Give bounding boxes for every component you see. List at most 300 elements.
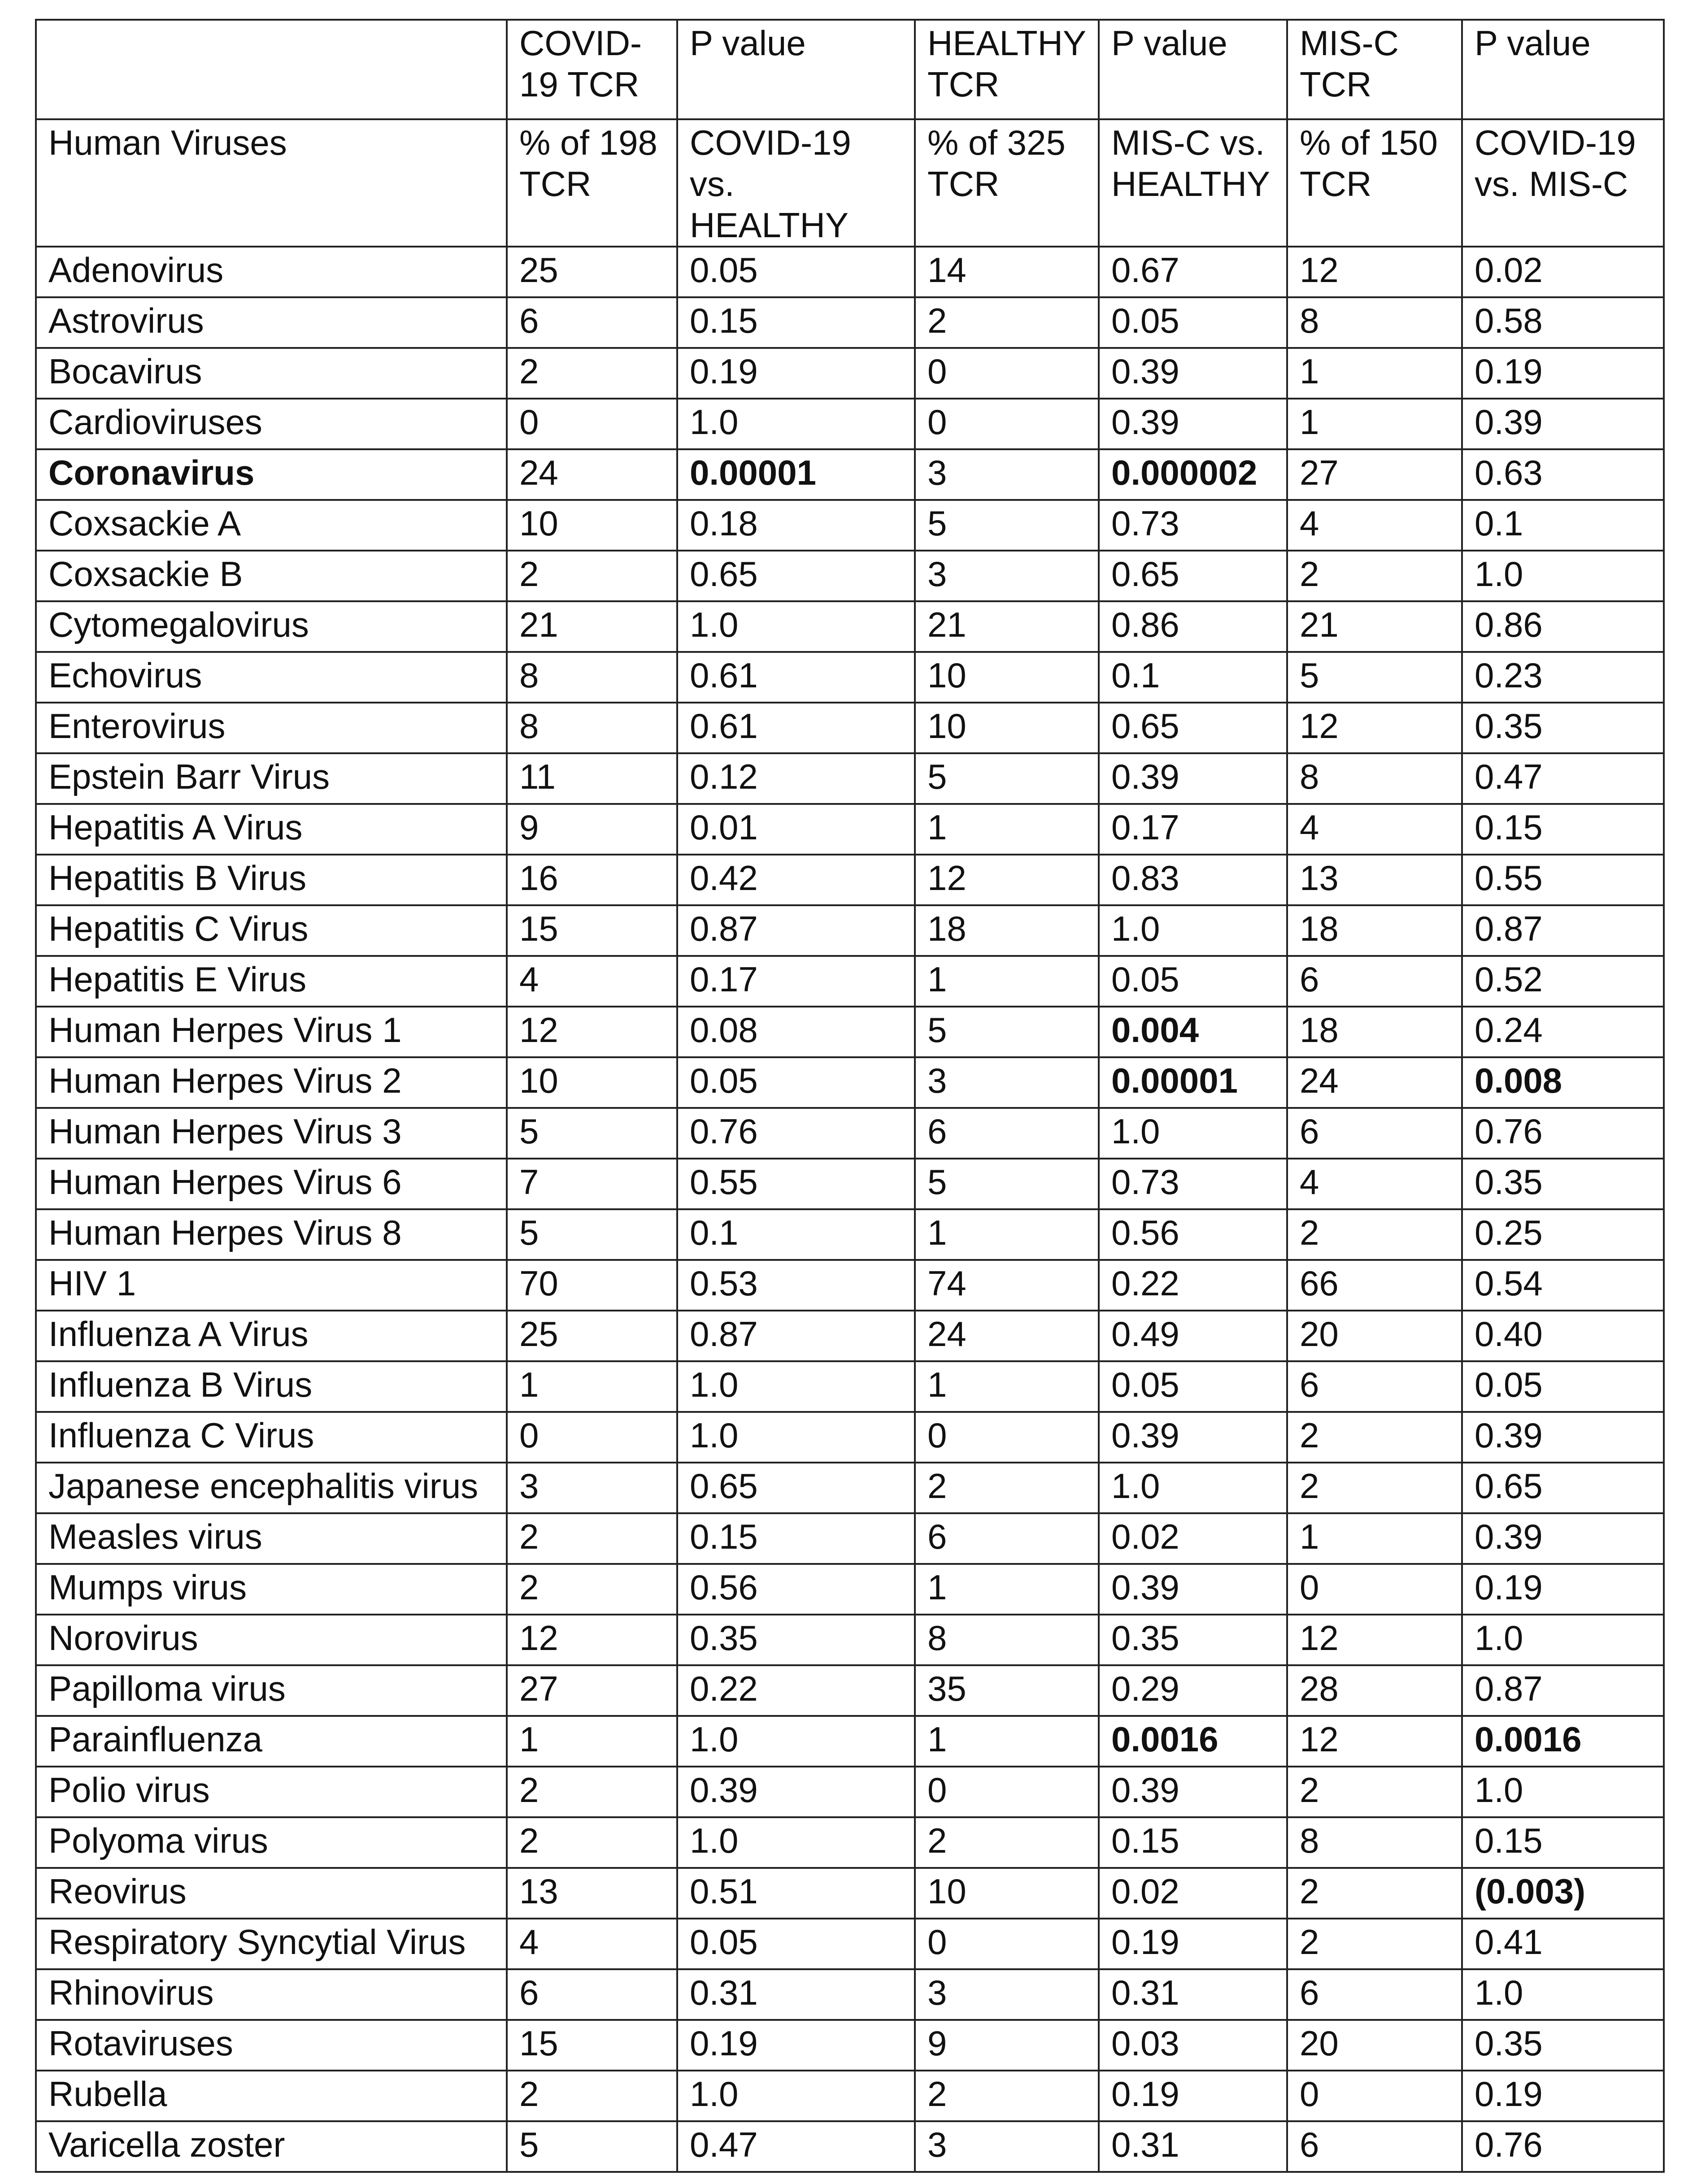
- header-cell-healthy-tcr: HEALTHY TCR: [915, 20, 1099, 119]
- p-covid-healthy-cell: 1.0: [677, 1361, 915, 1412]
- virus-name-cell: Astrovirus: [36, 297, 507, 348]
- misc-pct-cell: 28: [1287, 1665, 1462, 1716]
- p-covid-misc-cell: 1.0: [1462, 1767, 1664, 1817]
- virus-name-cell: Human Herpes Virus 3: [36, 1108, 507, 1159]
- p-covid-misc-cell: 0.35: [1462, 2020, 1664, 2071]
- misc-pct-cell: 12: [1287, 247, 1462, 297]
- covid-pct-cell: 21: [507, 601, 677, 652]
- healthy-pct-cell: 18: [915, 905, 1099, 956]
- virus-name-cell: Coronavirus: [36, 449, 507, 500]
- misc-pct-cell: 2: [1287, 551, 1462, 601]
- p-covid-misc-cell: 0.05: [1462, 1361, 1664, 1412]
- misc-pct-cell: 18: [1287, 1007, 1462, 1057]
- covid-pct-cell: 2: [507, 551, 677, 601]
- p-misc-healthy-cell: 0.00001: [1099, 1057, 1287, 1108]
- p-covid-healthy-cell: 0.18: [677, 500, 915, 551]
- healthy-pct-cell: 1: [915, 1209, 1099, 1260]
- virus-name-cell: Reovirus: [36, 1868, 507, 1919]
- p-covid-misc-cell: 0.15: [1462, 804, 1664, 855]
- covid-pct-cell: 1: [507, 1361, 677, 1412]
- healthy-pct-cell: 74: [915, 1260, 1099, 1311]
- p-misc-healthy-cell: 0.31: [1099, 1969, 1287, 2020]
- p-misc-healthy-cell: 0.56: [1099, 1209, 1287, 1260]
- misc-pct-cell: 2: [1287, 1209, 1462, 1260]
- misc-pct-cell: 6: [1287, 1969, 1462, 2020]
- covid-pct-cell: 10: [507, 1057, 677, 1108]
- table-row: [36, 1209, 1664, 1260]
- p-misc-healthy-cell: 0.05: [1099, 956, 1287, 1007]
- misc-pct-cell: 4: [1287, 1159, 1462, 1209]
- p-covid-healthy-cell: 0.87: [677, 1311, 915, 1361]
- p-covid-misc-cell: 0.76: [1462, 1108, 1664, 1159]
- virus-name-cell: Norovirus: [36, 1615, 507, 1665]
- p-covid-misc-cell: 0.63: [1462, 449, 1664, 500]
- table-row: [36, 905, 1664, 956]
- p-misc-healthy-cell: 0.73: [1099, 1159, 1287, 1209]
- p-misc-healthy-cell: 0.73: [1099, 500, 1287, 551]
- covid-pct-cell: 6: [507, 297, 677, 348]
- header-cell-misc-vs-healthy: MIS-C vs. HEALTHY: [1099, 119, 1287, 247]
- table-row: [36, 652, 1664, 703]
- virus-name-cell: Rhinovirus: [36, 1969, 507, 2020]
- healthy-pct-cell: 3: [915, 449, 1099, 500]
- table-row: [36, 1361, 1664, 1412]
- covid-pct-cell: 8: [507, 703, 677, 753]
- healthy-pct-cell: 3: [915, 1057, 1099, 1108]
- healthy-pct-cell: 2: [915, 1463, 1099, 1513]
- virus-name-cell: Epstein Barr Virus: [36, 753, 507, 804]
- table-row: [36, 1665, 1664, 1716]
- healthy-pct-cell: 24: [915, 1311, 1099, 1361]
- p-misc-healthy-cell: 0.1: [1099, 652, 1287, 703]
- p-covid-healthy-cell: 0.53: [677, 1260, 915, 1311]
- healthy-pct-cell: 5: [915, 1007, 1099, 1057]
- misc-pct-cell: 6: [1287, 1108, 1462, 1159]
- p-covid-healthy-cell: 0.39: [677, 1767, 915, 1817]
- healthy-pct-cell: 2: [915, 2071, 1099, 2121]
- covid-pct-cell: 2: [507, 1817, 677, 1868]
- header-cell-human-viruses: Human Viruses: [36, 119, 507, 247]
- p-covid-misc-cell: 0.39: [1462, 1513, 1664, 1564]
- p-misc-healthy-cell: 1.0: [1099, 1463, 1287, 1513]
- covid-pct-cell: 2: [507, 1564, 677, 1615]
- virus-name-cell: Measles virus: [36, 1513, 507, 1564]
- p-misc-healthy-cell: 0.02: [1099, 1513, 1287, 1564]
- p-covid-misc-cell: 1.0: [1462, 1969, 1664, 2020]
- virus-name-cell: Cardioviruses: [36, 399, 507, 449]
- p-misc-healthy-cell: 0.39: [1099, 1564, 1287, 1615]
- p-misc-healthy-cell: 0.65: [1099, 703, 1287, 753]
- p-covid-healthy-cell: 0.05: [677, 1057, 915, 1108]
- covid-pct-cell: 1: [507, 1716, 677, 1767]
- p-misc-healthy-cell: 0.004: [1099, 1007, 1287, 1057]
- misc-pct-cell: 8: [1287, 297, 1462, 348]
- covid-pct-cell: 12: [507, 1007, 677, 1057]
- p-covid-healthy-cell: 1.0: [677, 399, 915, 449]
- p-covid-healthy-cell: 0.47: [677, 2121, 915, 2172]
- p-covid-misc-cell: 0.35: [1462, 703, 1664, 753]
- covid-pct-cell: 24: [507, 449, 677, 500]
- virus-name-cell: Hepatitis E Virus: [36, 956, 507, 1007]
- misc-pct-cell: 24: [1287, 1057, 1462, 1108]
- header-row-2: [36, 119, 1664, 247]
- table-row: [36, 753, 1664, 804]
- covid-pct-cell: 15: [507, 905, 677, 956]
- table-row: [36, 399, 1664, 449]
- misc-pct-cell: 2: [1287, 1463, 1462, 1513]
- healthy-pct-cell: 2: [915, 1817, 1099, 1868]
- covid-pct-cell: 70: [507, 1260, 677, 1311]
- virus-name-cell: Rubella: [36, 2071, 507, 2121]
- healthy-pct-cell: 12: [915, 855, 1099, 905]
- header-cell-misc-pct: % of 150 TCR: [1287, 119, 1462, 247]
- virus-name-cell: Human Herpes Virus 6: [36, 1159, 507, 1209]
- healthy-pct-cell: 5: [915, 1159, 1099, 1209]
- p-covid-healthy-cell: 0.61: [677, 652, 915, 703]
- misc-pct-cell: 12: [1287, 1716, 1462, 1767]
- healthy-pct-cell: 1: [915, 1716, 1099, 1767]
- p-misc-healthy-cell: 0.02: [1099, 1868, 1287, 1919]
- table-row: [36, 1919, 1664, 1969]
- p-covid-healthy-cell: 0.15: [677, 1513, 915, 1564]
- p-misc-healthy-cell: 0.67: [1099, 247, 1287, 297]
- misc-pct-cell: 1: [1287, 1513, 1462, 1564]
- misc-pct-cell: 8: [1287, 1817, 1462, 1868]
- p-covid-healthy-cell: 0.15: [677, 297, 915, 348]
- healthy-pct-cell: 0: [915, 1412, 1099, 1463]
- covid-pct-cell: 5: [507, 1108, 677, 1159]
- header-cell-corner: [36, 20, 507, 119]
- table-row: [36, 956, 1664, 1007]
- header-cell-covid-vs-healthy: COVID-19 vs. HEALTHY: [677, 119, 915, 247]
- p-misc-healthy-cell: 0.05: [1099, 1361, 1287, 1412]
- table-row: [36, 1564, 1664, 1615]
- table-row: [36, 1463, 1664, 1513]
- virus-name-cell: Influenza A Virus: [36, 1311, 507, 1361]
- p-covid-healthy-cell: 1.0: [677, 2071, 915, 2121]
- table-row: [36, 1716, 1664, 1767]
- healthy-pct-cell: 3: [915, 1969, 1099, 2020]
- table-row: [36, 2071, 1664, 2121]
- p-covid-healthy-cell: 0.76: [677, 1108, 915, 1159]
- p-covid-misc-cell: 0.0016: [1462, 1716, 1664, 1767]
- misc-pct-cell: 6: [1287, 2121, 1462, 2172]
- covid-pct-cell: 12: [507, 1615, 677, 1665]
- virus-name-cell: Human Herpes Virus 1: [36, 1007, 507, 1057]
- covid-pct-cell: 0: [507, 399, 677, 449]
- virus-name-cell: Polyoma virus: [36, 1817, 507, 1868]
- healthy-pct-cell: 3: [915, 551, 1099, 601]
- p-covid-misc-cell: 0.35: [1462, 1159, 1664, 1209]
- healthy-pct-cell: 1: [915, 804, 1099, 855]
- p-misc-healthy-cell: 0.19: [1099, 2071, 1287, 2121]
- misc-pct-cell: 4: [1287, 500, 1462, 551]
- p-covid-misc-cell: 1.0: [1462, 1615, 1664, 1665]
- covid-pct-cell: 25: [507, 247, 677, 297]
- misc-pct-cell: 66: [1287, 1260, 1462, 1311]
- p-covid-healthy-cell: 0.65: [677, 551, 915, 601]
- p-covid-healthy-cell: 0.00001: [677, 449, 915, 500]
- p-misc-healthy-cell: 0.39: [1099, 1767, 1287, 1817]
- p-covid-misc-cell: 0.55: [1462, 855, 1664, 905]
- misc-pct-cell: 2: [1287, 1868, 1462, 1919]
- table-row: [36, 1412, 1664, 1463]
- misc-pct-cell: 2: [1287, 1919, 1462, 1969]
- healthy-pct-cell: 0: [915, 348, 1099, 399]
- healthy-pct-cell: 1: [915, 1564, 1099, 1615]
- table-row: [36, 1513, 1664, 1564]
- virus-name-cell: Mumps virus: [36, 1564, 507, 1615]
- covid-pct-cell: 4: [507, 1919, 677, 1969]
- misc-pct-cell: 4: [1287, 804, 1462, 855]
- covid-pct-cell: 9: [507, 804, 677, 855]
- p-covid-misc-cell: 0.19: [1462, 1564, 1664, 1615]
- virus-name-cell: Echovirus: [36, 652, 507, 703]
- virus-tcr-table: [35, 19, 1665, 2173]
- p-covid-healthy-cell: 0.35: [677, 1615, 915, 1665]
- misc-pct-cell: 2: [1287, 1412, 1462, 1463]
- healthy-pct-cell: 5: [915, 500, 1099, 551]
- p-misc-healthy-cell: 0.17: [1099, 804, 1287, 855]
- misc-pct-cell: 27: [1287, 449, 1462, 500]
- covid-pct-cell: 6: [507, 1969, 677, 2020]
- covid-pct-cell: 3: [507, 1463, 677, 1513]
- misc-pct-cell: 12: [1287, 1615, 1462, 1665]
- virus-name-cell: Japanese encephalitis virus: [36, 1463, 507, 1513]
- p-misc-healthy-cell: 1.0: [1099, 1108, 1287, 1159]
- table-row: [36, 1159, 1664, 1209]
- p-covid-misc-cell: 0.65: [1462, 1463, 1664, 1513]
- virus-name-cell: Varicella zoster: [36, 2121, 507, 2172]
- table-row: [36, 804, 1664, 855]
- misc-pct-cell: 1: [1287, 399, 1462, 449]
- virus-name-cell: Human Herpes Virus 8: [36, 1209, 507, 1260]
- p-covid-healthy-cell: 0.56: [677, 1564, 915, 1615]
- p-covid-misc-cell: 0.41: [1462, 1919, 1664, 1969]
- virus-name-cell: Influenza B Virus: [36, 1361, 507, 1412]
- table-row: [36, 449, 1664, 500]
- p-covid-misc-cell: 0.24: [1462, 1007, 1664, 1057]
- virus-name-cell: Coxsackie A: [36, 500, 507, 551]
- table-row: [36, 1108, 1664, 1159]
- p-covid-healthy-cell: 0.19: [677, 348, 915, 399]
- covid-pct-cell: 2: [507, 1513, 677, 1564]
- table-row: [36, 2020, 1664, 2071]
- table-row: [36, 1057, 1664, 1108]
- misc-pct-cell: 1: [1287, 348, 1462, 399]
- virus-name-cell: Cytomegalovirus: [36, 601, 507, 652]
- misc-pct-cell: 6: [1287, 956, 1462, 1007]
- p-covid-misc-cell: 1.0: [1462, 551, 1664, 601]
- healthy-pct-cell: 10: [915, 703, 1099, 753]
- p-covid-misc-cell: 0.47: [1462, 753, 1664, 804]
- table-row: [36, 297, 1664, 348]
- healthy-pct-cell: 0: [915, 1767, 1099, 1817]
- covid-pct-cell: 4: [507, 956, 677, 1007]
- p-covid-healthy-cell: 0.12: [677, 753, 915, 804]
- p-covid-misc-cell: 0.1: [1462, 500, 1664, 551]
- covid-pct-cell: 16: [507, 855, 677, 905]
- healthy-pct-cell: 10: [915, 652, 1099, 703]
- p-misc-healthy-cell: 0.39: [1099, 399, 1287, 449]
- p-misc-healthy-cell: 0.65: [1099, 551, 1287, 601]
- p-covid-healthy-cell: 0.19: [677, 2020, 915, 2071]
- p-covid-healthy-cell: 0.65: [677, 1463, 915, 1513]
- p-misc-healthy-cell: 0.29: [1099, 1665, 1287, 1716]
- p-covid-healthy-cell: 0.51: [677, 1868, 915, 1919]
- covid-pct-cell: 0: [507, 1412, 677, 1463]
- p-covid-healthy-cell: 0.01: [677, 804, 915, 855]
- healthy-pct-cell: 0: [915, 1919, 1099, 1969]
- p-misc-healthy-cell: 0.39: [1099, 348, 1287, 399]
- covid-pct-cell: 7: [507, 1159, 677, 1209]
- p-covid-healthy-cell: 0.05: [677, 247, 915, 297]
- p-misc-healthy-cell: 0.39: [1099, 1412, 1287, 1463]
- healthy-pct-cell: 6: [915, 1513, 1099, 1564]
- healthy-pct-cell: 1: [915, 956, 1099, 1007]
- misc-pct-cell: 0: [1287, 2071, 1462, 2121]
- virus-name-cell: Enterovirus: [36, 703, 507, 753]
- header-cell-covid-tcr: COVID-19 TCR: [507, 20, 677, 119]
- virus-name-cell: Human Herpes Virus 2: [36, 1057, 507, 1108]
- misc-pct-cell: 5: [1287, 652, 1462, 703]
- covid-pct-cell: 2: [507, 1767, 677, 1817]
- healthy-pct-cell: 14: [915, 247, 1099, 297]
- p-misc-healthy-cell: 0.86: [1099, 601, 1287, 652]
- misc-pct-cell: 21: [1287, 601, 1462, 652]
- p-covid-healthy-cell: 0.22: [677, 1665, 915, 1716]
- p-covid-misc-cell: 0.25: [1462, 1209, 1664, 1260]
- p-covid-misc-cell: 0.58: [1462, 297, 1664, 348]
- p-misc-healthy-cell: 1.0: [1099, 905, 1287, 956]
- virus-name-cell: Hepatitis B Virus: [36, 855, 507, 905]
- p-covid-misc-cell: 0.52: [1462, 956, 1664, 1007]
- header-cell-healthy-pct: % of 325 TCR: [915, 119, 1099, 247]
- virus-name-cell: Bocavirus: [36, 348, 507, 399]
- p-misc-healthy-cell: 0.31: [1099, 2121, 1287, 2172]
- healthy-pct-cell: 3: [915, 2121, 1099, 2172]
- table-row: [36, 1311, 1664, 1361]
- virus-name-cell: Hepatitis C Virus: [36, 905, 507, 956]
- table-row: [36, 551, 1664, 601]
- covid-pct-cell: 5: [507, 1209, 677, 1260]
- table-row: [36, 1007, 1664, 1057]
- healthy-pct-cell: 21: [915, 601, 1099, 652]
- p-misc-healthy-cell: 0.000002: [1099, 449, 1287, 500]
- table-row: [36, 1260, 1664, 1311]
- p-misc-healthy-cell: 0.19: [1099, 1919, 1287, 1969]
- p-covid-misc-cell: 0.86: [1462, 601, 1664, 652]
- misc-pct-cell: 0: [1287, 1564, 1462, 1615]
- header-row-1: [36, 20, 1664, 119]
- table-row: [36, 1817, 1664, 1868]
- virus-name-cell: Parainfluenza: [36, 1716, 507, 1767]
- virus-name-cell: Rotaviruses: [36, 2020, 507, 2071]
- covid-pct-cell: 15: [507, 2020, 677, 2071]
- healthy-pct-cell: 5: [915, 753, 1099, 804]
- virus-name-cell: Polio virus: [36, 1767, 507, 1817]
- misc-pct-cell: 20: [1287, 2020, 1462, 2071]
- healthy-pct-cell: 2: [915, 297, 1099, 348]
- p-covid-misc-cell: 0.87: [1462, 905, 1664, 956]
- p-covid-healthy-cell: 0.05: [677, 1919, 915, 1969]
- covid-pct-cell: 5: [507, 2121, 677, 2172]
- virus-name-cell: Adenovirus: [36, 247, 507, 297]
- header-cell-covid-vs-misc: COVID-19 vs. MIS-C: [1462, 119, 1664, 247]
- p-misc-healthy-cell: 0.05: [1099, 297, 1287, 348]
- healthy-pct-cell: 6: [915, 1108, 1099, 1159]
- p-covid-misc-cell: 0.15: [1462, 1817, 1664, 1868]
- header-cell-misc-tcr: MIS-C TCR: [1287, 20, 1462, 119]
- p-misc-healthy-cell: 0.35: [1099, 1615, 1287, 1665]
- table-row: [36, 1767, 1664, 1817]
- healthy-pct-cell: 0: [915, 399, 1099, 449]
- covid-pct-cell: 2: [507, 2071, 677, 2121]
- misc-pct-cell: 20: [1287, 1311, 1462, 1361]
- p-covid-healthy-cell: 0.42: [677, 855, 915, 905]
- covid-pct-cell: 2: [507, 348, 677, 399]
- healthy-pct-cell: 35: [915, 1665, 1099, 1716]
- covid-pct-cell: 8: [507, 652, 677, 703]
- covid-pct-cell: 25: [507, 1311, 677, 1361]
- p-misc-healthy-cell: 0.15: [1099, 1817, 1287, 1868]
- virus-name-cell: Coxsackie B: [36, 551, 507, 601]
- p-covid-misc-cell: 0.19: [1462, 2071, 1664, 2121]
- healthy-pct-cell: 9: [915, 2020, 1099, 2071]
- p-covid-healthy-cell: 1.0: [677, 1817, 915, 1868]
- p-covid-healthy-cell: 0.17: [677, 956, 915, 1007]
- healthy-pct-cell: 8: [915, 1615, 1099, 1665]
- table-row: [36, 601, 1664, 652]
- misc-pct-cell: 13: [1287, 855, 1462, 905]
- p-covid-misc-cell: 0.54: [1462, 1260, 1664, 1311]
- virus-name-cell: Respiratory Syncytial Virus: [36, 1919, 507, 1969]
- p-covid-misc-cell: 0.39: [1462, 1412, 1664, 1463]
- header-cell-p-value-2: P value: [1099, 20, 1287, 119]
- table-row: [36, 348, 1664, 399]
- p-misc-healthy-cell: 0.0016: [1099, 1716, 1287, 1767]
- misc-pct-cell: 6: [1287, 1361, 1462, 1412]
- healthy-pct-cell: 1: [915, 1361, 1099, 1412]
- p-covid-misc-cell: 0.19: [1462, 348, 1664, 399]
- p-misc-healthy-cell: 0.22: [1099, 1260, 1287, 1311]
- p-covid-misc-cell: 0.02: [1462, 247, 1664, 297]
- header-cell-covid-pct: % of 198 TCR: [507, 119, 677, 247]
- p-covid-healthy-cell: 1.0: [677, 1412, 915, 1463]
- covid-pct-cell: 11: [507, 753, 677, 804]
- table-row: [36, 1868, 1664, 1919]
- table-row: [36, 855, 1664, 905]
- misc-pct-cell: 8: [1287, 753, 1462, 804]
- covid-pct-cell: 13: [507, 1868, 677, 1919]
- covid-pct-cell: 27: [507, 1665, 677, 1716]
- virus-name-cell: Papilloma virus: [36, 1665, 507, 1716]
- p-covid-misc-cell: 0.40: [1462, 1311, 1664, 1361]
- p-covid-healthy-cell: 0.08: [677, 1007, 915, 1057]
- table-row: [36, 500, 1664, 551]
- p-misc-healthy-cell: 0.83: [1099, 855, 1287, 905]
- table-row: [36, 1969, 1664, 2020]
- table-row: [36, 2121, 1664, 2172]
- p-covid-healthy-cell: 0.61: [677, 703, 915, 753]
- header-cell-p-value-3: P value: [1462, 20, 1664, 119]
- p-covid-misc-cell: (0.003): [1462, 1868, 1664, 1919]
- virus-name-cell: Influenza C Virus: [36, 1412, 507, 1463]
- p-covid-misc-cell: 0.76: [1462, 2121, 1664, 2172]
- misc-pct-cell: 2: [1287, 1767, 1462, 1817]
- virus-name-cell: Hepatitis A Virus: [36, 804, 507, 855]
- virus-name-cell: HIV 1: [36, 1260, 507, 1311]
